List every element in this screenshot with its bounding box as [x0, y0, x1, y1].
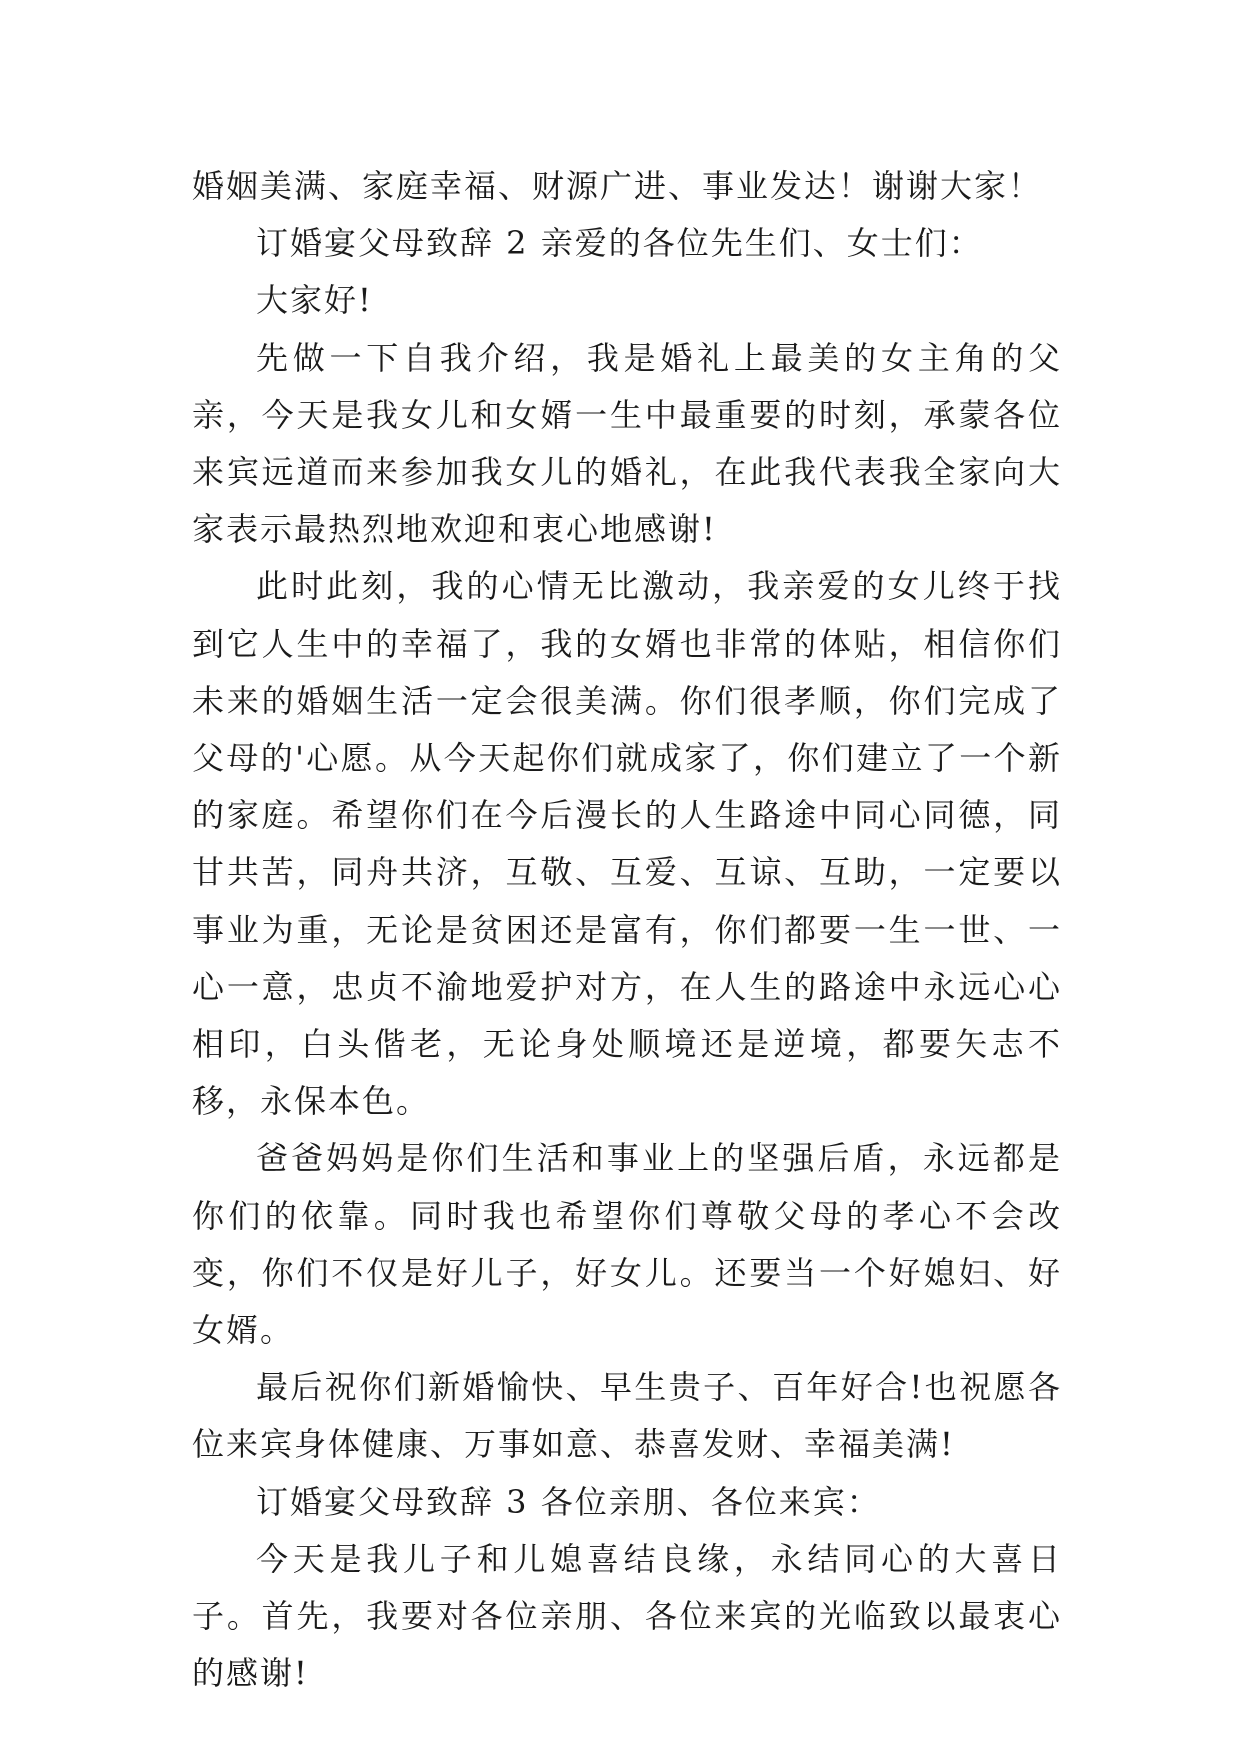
paragraph-continued: 婚姻美满、家庭幸福、财源广进、事业发达！谢谢大家！: [192, 167, 1043, 205]
paragraph-blessing: 最后祝你们新婚愉快、早生贵子、百年好合!也祝愿各位来宾身体健康、万事如意、恭喜发财、幸福美满!: [192, 1368, 1062, 1464]
document-body: [192, 158, 1062, 1702]
paragraph-speech-2-heading: 订婚宴父母致辞 2 亲爱的各位先生们、女士们：: [256, 224, 983, 263]
paragraph-introduction: 先做一下自我介绍，我是婚礼上最美的女主角的父亲，今天是我女儿和女婿一生中最重要的时刻，承蒙各位来宾远道而来参加我女儿的婚礼，在此我代表我全家向大家表示最热烈地欢迎和衷心地感谢!: [192, 338, 1062, 549]
paragraph-greeting: 大家好!: [256, 281, 373, 320]
paragraph-speech-3-heading: 订婚宴父母致辞 3 各位亲朋、各位来宾：: [256, 1482, 881, 1521]
paragraph-parents-support: 爸爸妈妈是你们生活和事业上的坚强后盾，永远都是你们的依靠。同时我也希望你们尊敬父母的孝心不会改变，你们不仅是好儿子，好女儿。还要当一个好媳妇、好女婿。: [192, 1139, 1062, 1350]
paragraph-speech-3-opening: 今天是我儿子和儿媳喜结良缘，永结同心的大喜日子。首先，我要对各位亲朋、各位来宾的光临致以最衷心的感谢!: [192, 1539, 1062, 1693]
paragraph-wishes: 此时此刻，我的心情无比激动，我亲爱的女儿终于找到它人生中的幸福了，我的女婿也非常的体贴，相信你们未来的婚姻生活一定会很美满。你们很孝顺，你们完成了父母的'心愿。从今天起你们就成家了，你们建立了一个新的家庭。希望你们在今后漫长的人生路途中同心同德，同甘共苦，同舟共济，互敬、互爱、互谅、互助，一定要以事业为重，无论是贫困还是富有，你们都要一生一世、一心一意，忠贞不渝地爱护对方，在人生的路途中永远心心相印，白头偕老，无论身处顺境还是逆境，都要矢志不移，永保本色。: [192, 567, 1062, 1121]
